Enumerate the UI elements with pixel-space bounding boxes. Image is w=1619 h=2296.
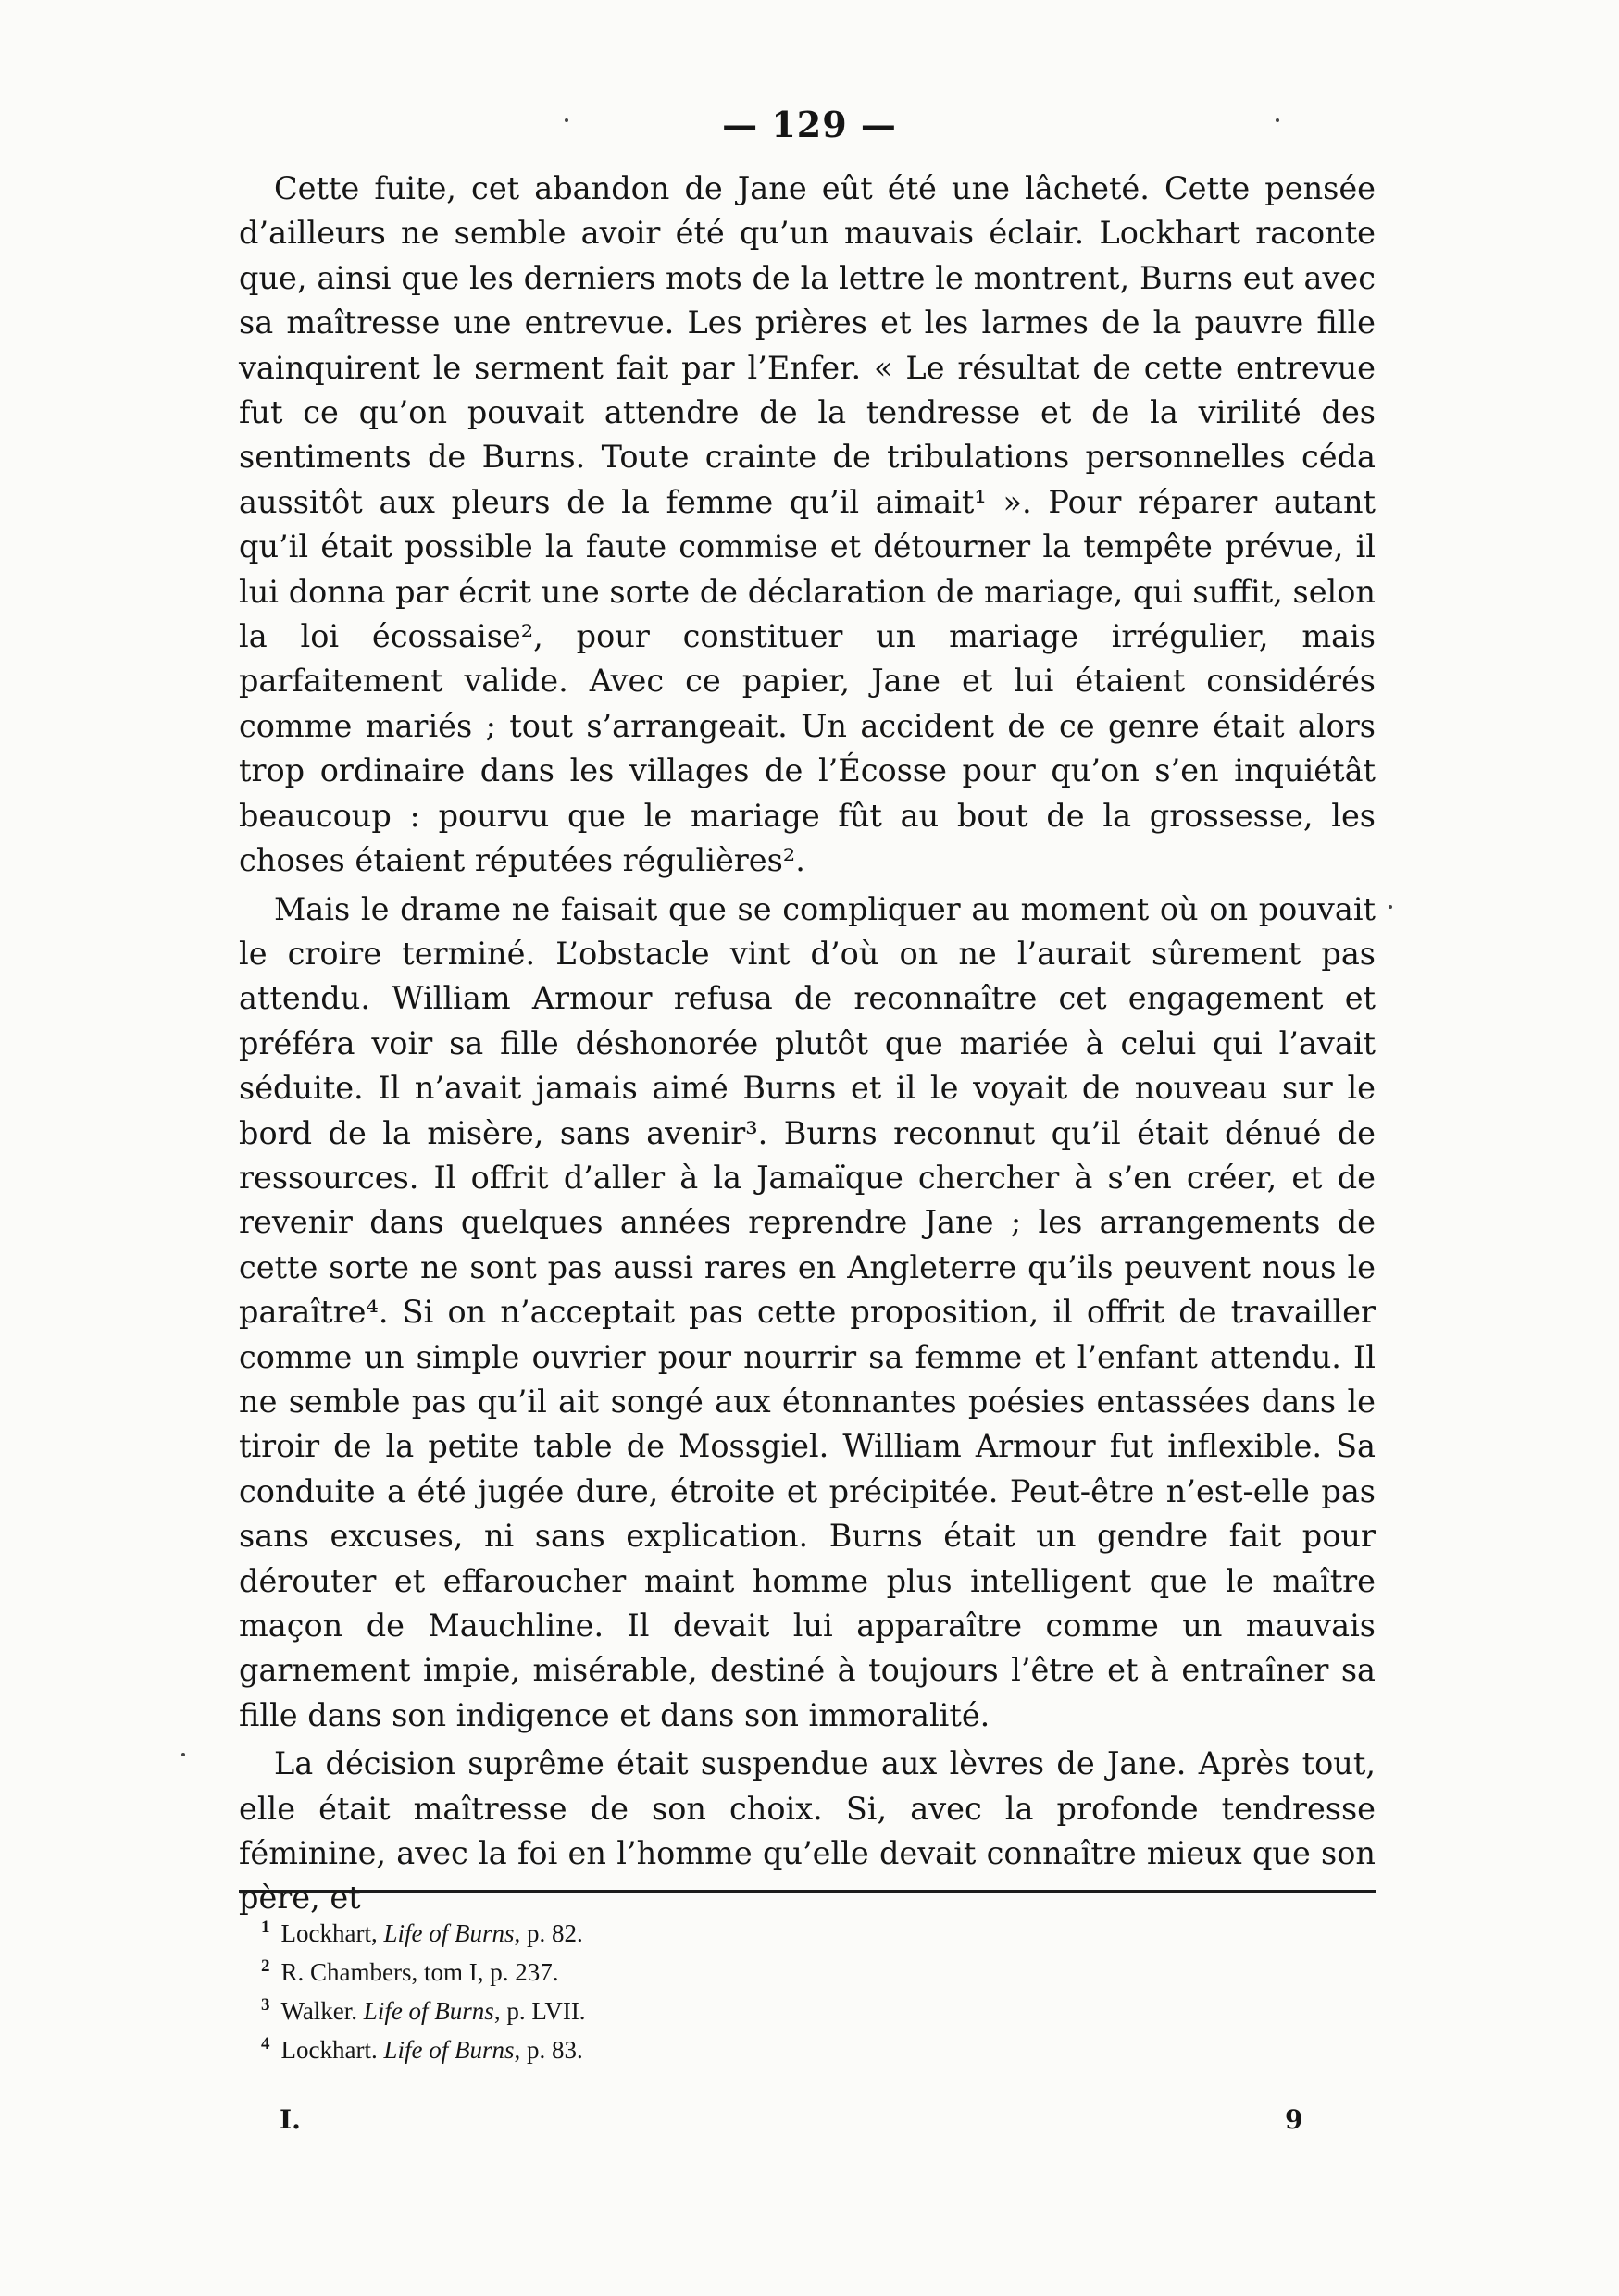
footnote-author: R. Chambers, tom I, p. 237. [280, 1958, 559, 1986]
footnote [261, 1953, 1326, 1992]
footnotes [261, 1914, 1326, 2069]
footnote-marker: 4 [261, 2034, 270, 2054]
footnote-title: Life of Burns [363, 1997, 494, 2025]
paragraph: La décision suprême était suspendue aux lèvres de Jane. Après tout, elle était maîtresse de son choix. Si, avec la profonde tendresse féminine, avec la foi en l’homme qu’elle devait connaître mieux que son père, et [239, 1745, 1376, 1917]
paragraph: Cette fuite, cet abandon de Jane eût été une lâcheté. Cette pensée d’ailleurs ne semble avoir été qu’un mauvais éclair. Lockhart raconte que, ainsi que les derniers mots de la lettre le montrent, Burns eut avec sa maîtresse une entrevue. Les prières et les larmes de la pauvre fille vainquirent le serment fait par l’Enfer. « Le résultat de cette entrevue fut ce qu’on pouvait attendre de la tendresse et de la virilité des sentiments de Burns. Toute crainte de tribulations personnelles céda aussitôt aux pleurs de la femme qu’il aimait¹ ». Pour réparer autant qu’il était possible la faute commise et détourner la tempête prévue, il lui donna par écrit une sorte de déclaration de mariage, qui suffit, selon la loi écossaise², pour constituer un mariage irrégulier, mais parfaitement valide. Avec ce papier, Jane et lui étaient considérés comme mariés ; tout s’arrangeait. Un accident de ce genre était alors trop ordinaire dans les villages de l’Écosse pour qu’on s’en inquiétât beaucoup : pourvu que le mariage fût au bout de la grossesse, les choses étaient réputées régulières². [239, 170, 1376, 879]
footnote-author: Lockhart, [280, 1919, 378, 1947]
page-number: — 129 — [722, 104, 897, 145]
footnote [261, 1914, 1326, 1953]
paragraph: Mais le drame ne faisait que se compliquer au moment où on pouvait le croire terminé. L’obstacle vint d’où on ne l’aurait sûrement pas attendu. William Armour refusa de reconnaître cet engagement et préféra voir sa fille déshonorée plutôt que mariée à celui qui l’avait séduite. Il n’avait jamais aimé Burns et il le voyait de nouveau sur le bord de la misère, sans avenir³. Burns reconnut qu’il était dénué de ressources. Il offrit d’aller à la Jamaïque chercher à s’en créer, et de revenir dans quelques années reprendre Jane ; les arrangements de cette sorte ne sont pas aussi rares en Angleterre qu’ils peuvent nous le paraître⁴. Si on n’acceptait pas cette proposition, il offrit de travailler comme un simple ouvrier pour nourrir sa femme et l’enfant attendu. Il ne semble pas qu’il ait songé aux étonnantes poésies entassées dans le tiroir de la petite table de Mossgiel. William Armour fut inflexible. Sa conduite a été jugée dure, étroite et précipitée. Peut-être n’est-elle pas sans excuses, ni sans explication. Burns était un gendre fait pour dérouter et effaroucher maint homme plus intelligent que le maître maçon de Mauchline. Il devait lui apparaître comme un mauvais garnement impie, misérable, destiné à toujours l’être et à entraîner sa fille dans son indigence et dans son immoralité. [239, 890, 1376, 1733]
footnote [261, 1992, 1326, 2030]
footnote-author: Walker. [280, 1997, 358, 2025]
print-speck [181, 1753, 185, 1756]
footnote [261, 2030, 1326, 2069]
body-text [239, 167, 1376, 1921]
footnote-marker: 1 [261, 1917, 270, 1937]
footnote-marker: 3 [261, 1995, 270, 2015]
footnote-ref: , p. 82. [514, 1919, 583, 1947]
footnote-ref: , p. 83. [514, 2036, 583, 2064]
sheet-number: 9 [1285, 2104, 1303, 2135]
signature-mark: I. [280, 2104, 301, 2135]
print-speck [1389, 905, 1392, 909]
footnote-ref: , p. LVII. [493, 1997, 586, 2025]
print-speck [1276, 118, 1279, 122]
footnote-title: Life of Burns [383, 1919, 515, 1947]
footnote-marker: 2 [261, 1956, 270, 1976]
print-speck [565, 118, 568, 122]
footnote-divider [239, 1890, 1376, 1893]
footnote-author: Lockhart. [280, 2036, 378, 2064]
footnote-title: Life of Burns [383, 2036, 515, 2064]
